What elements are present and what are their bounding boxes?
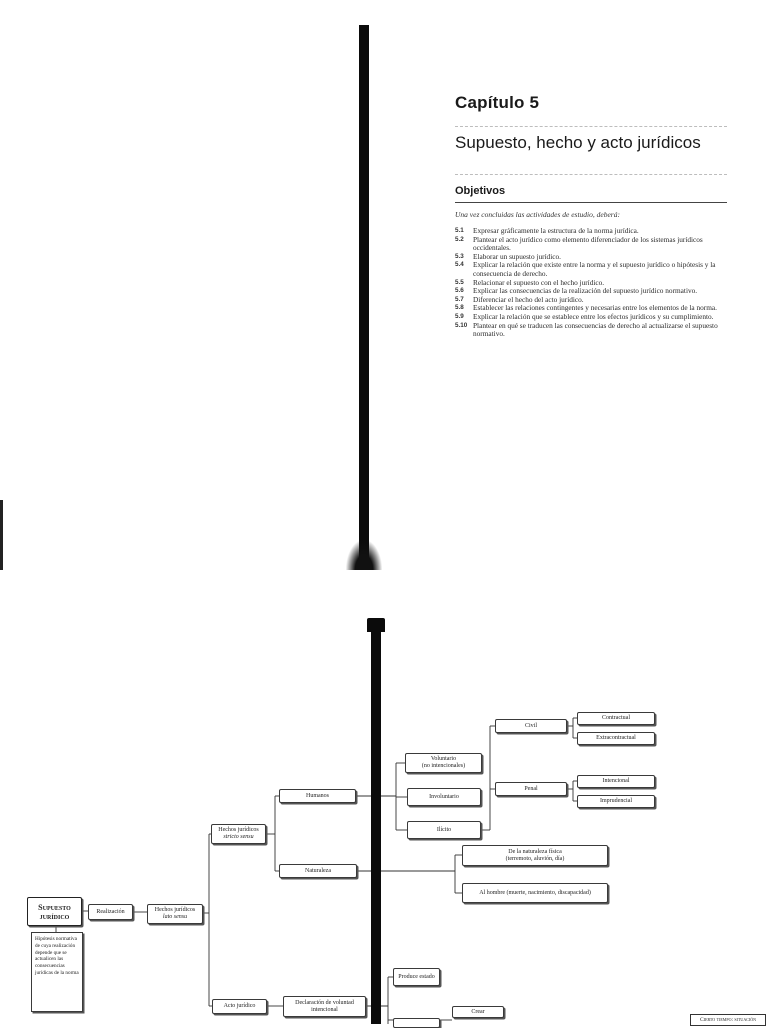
- crear-box: Crear: [452, 1006, 504, 1018]
- declaracion-voluntad-box: Declaración de voluntad intencional: [283, 996, 366, 1017]
- objectives-heading: Objetivos: [455, 185, 506, 197]
- extracontractual-box: Extracontractual: [577, 732, 655, 745]
- objective-item: 5.8 Establecer las relaciones contingentes y necesarias entre los elementos de la norma.: [455, 303, 717, 313]
- intencional-box: Intencional: [577, 775, 655, 788]
- objective-item: 5.3 Elaborar un supuesto jurídico.: [455, 251, 561, 261]
- naturaleza-box: Naturaleza: [279, 864, 357, 878]
- ilicito-box: Ilícito: [407, 821, 481, 839]
- objectives-intro: Una vez concluidas las actividades de estudio, deberá:: [455, 210, 620, 219]
- objective-item: 5.6 Explicar las consecuencias de la realización del supuesto jurídico normativo.: [455, 286, 698, 296]
- imprudencial-box: Imprudencial: [577, 795, 655, 808]
- acto-juridico-box: Acto jurídico: [212, 999, 267, 1014]
- chapter-title: Supuesto, hecho y acto jurídicos: [455, 133, 701, 152]
- naturaleza-fisica-box: De la naturaleza física (terremoto, aluvión, día): [462, 845, 608, 866]
- hechos-juridicos-lato-box: Hechos jurídicos lato sensu: [147, 904, 203, 924]
- objective-item: 5.10 Plantear en qué se traducen las consecuencias de derecho al actualizarse el supuesto normativo.: [455, 320, 718, 339]
- voluntario-box: Voluntario (no intencionales): [405, 753, 482, 773]
- objective-item: 5.5 Relacionar el supuesto con el hecho jurídico.: [455, 277, 605, 287]
- supuesto-juridico-box: Supuesto jurídico: [27, 897, 82, 926]
- objective-item: 5.4 Explicar la relación que existe entre la norma y el supuesto jurídico o hipótesis y la consecuencia de derecho.: [455, 260, 716, 278]
- objective-item: 5.9 Explicar la relación que se establece entre los efectos jurídicos y su cumplimiento.: [455, 311, 714, 321]
- objective-item: 5.2 Plantear el acto jurídico como elemento diferenciador de los sistemas jurídicos occidentales.: [455, 234, 703, 253]
- cierto-tiempo-box: Cierto tiempo: situación: [690, 1014, 766, 1026]
- objective-item: 5.1 Expresar gráficamente la estructura de la norma jurídica.: [455, 226, 639, 235]
- book-spine-shadow: [371, 620, 381, 1024]
- hechos-juridicos-stricto-box: Hechos jurídicos stricto sensu: [211, 824, 266, 844]
- contractual-box: Contractual: [577, 712, 655, 725]
- involuntario-box: Involuntario: [407, 788, 481, 806]
- chapter-number: Capítulo 5: [455, 93, 540, 112]
- produce-estado-box: Produce estado: [393, 968, 440, 986]
- realizacion-box: Realización: [88, 904, 133, 920]
- al-hombre-box: Al hombre (muerte, nacimiento, discapacidad): [462, 883, 608, 903]
- book-spine-shadow-top: [367, 618, 385, 632]
- humanos-box: Humanos: [279, 789, 356, 803]
- objective-item: 5.7 Diferenciar el hecho del acto jurídico.: [455, 294, 584, 304]
- partial-box: [393, 1018, 440, 1028]
- supuesto-note: Hipótesis normativa de cuya realización depende que se actualicen las consecuencias jurídicas de la norma: [31, 932, 83, 1012]
- penal-box: Penal: [495, 782, 567, 796]
- civil-box: Civil: [495, 719, 567, 733]
